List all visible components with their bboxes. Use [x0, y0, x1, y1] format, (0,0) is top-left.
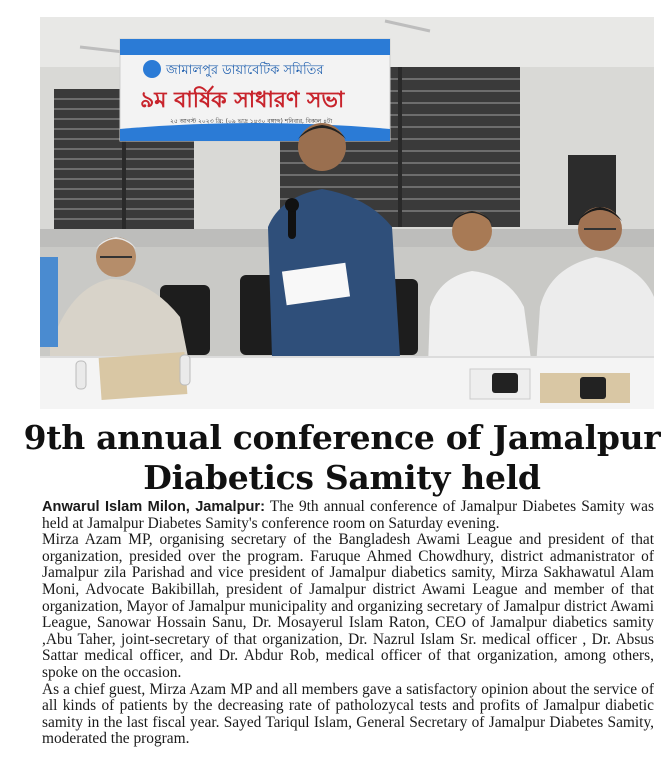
banner-line2: ৯ম বার্ষিক সাধারণ সভা [140, 88, 345, 113]
body-paragraph-3: As a chief guest, Mirza Azam MP and all members gave a satisfactory opinion about the service of all kinds of patients by the decreasing rate of patholozycal tests and profits of Jamalpur diabetic samity in the last fiscal year. Sayed Tariqul Islam, General Secretary of Jamalpur Diabetes Samity, moderated the program. [42, 680, 654, 748]
lead-text: The 9th annual conference of Jamalpur Diabetes Samity was held at Jamalpur Diabetes Samity's conference room on Saturday evening. [42, 498, 654, 532]
article-body [42, 499, 654, 748]
banner-line1: জামালপুর ডায়াবেটিক সমিতির [166, 63, 324, 78]
conference-table [40, 352, 654, 409]
article-headline [20, 418, 664, 498]
headline-line1: 9th annual conference of Jamalpur [23, 418, 661, 457]
lead-paragraph [42, 499, 654, 532]
conference-photo-illustration [40, 17, 654, 409]
body-paragraph-2: Mirza Azam MP, organising secretary of the Bangladesh Awami League and president of that organization, presided over the program. Faruque Ahmed Chowdhury, district admanistrator of Jamalpur zila Parishad and vice president of Jamalpur diabetics samity, Mirza Sakhawatul Alam Moni, Advocate Bakibillah, president of Jamalpur district Awami League and member of that organization, Mayor of Jamalpur municipality and organizing secretary of Jamalpur district Awami League, Sanowar Hossain Sanu, Dr. Mosayerul Islam Raton, CEO of Jamalpur diabetics samity ,Abu Taher, joint-secretary of that organization, Dr. Nazrul Islam Sr. medical officer , Dr. Absus Sattar medical officer, and Dr. Abdur Rob, medical officer of that organization, among others, spoke on the occasion. [42, 531, 654, 681]
event-banner [120, 39, 390, 141]
headline-line2: Diabetics Samity held [143, 458, 541, 497]
byline: Anwarul Islam Milon, Jamalpur: [42, 499, 265, 515]
news-photo [40, 17, 654, 409]
banner-line3: ২৫ আগস্ট ২০২৩ খ্রি: (০৯ ভাদ্র ১৪৩০ বঙ্গাব্দ) শনিবার, বিকাল ৪টা [170, 118, 333, 125]
